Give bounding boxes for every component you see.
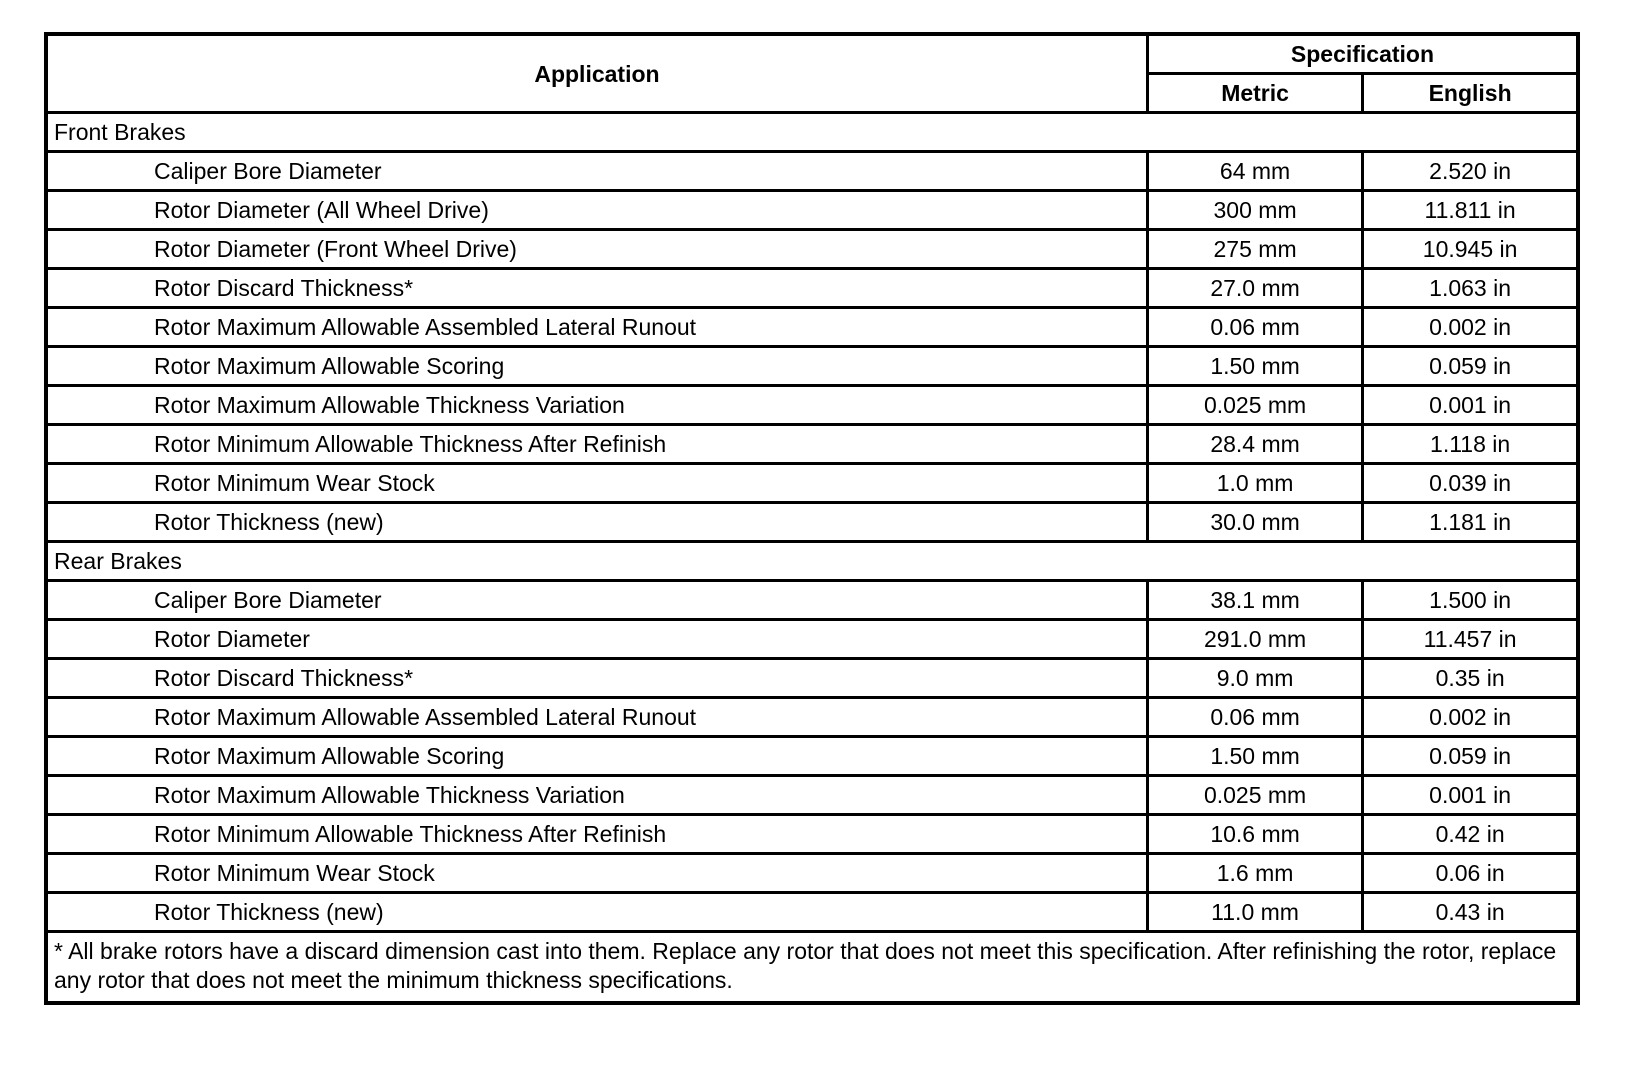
table-row <box>46 620 1578 659</box>
english-value-cell: 1.063 in <box>1363 269 1578 308</box>
english-value-cell: 11.457 in <box>1363 620 1578 659</box>
metric-value-cell: 0.025 mm <box>1147 776 1362 815</box>
application-cell: Rotor Minimum Allowable Thickness After Refinish <box>46 815 1147 854</box>
english-value-cell: 1.118 in <box>1363 425 1578 464</box>
application-cell: Rotor Maximum Allowable Assembled Lateral Runout <box>46 308 1147 347</box>
english-value-cell: 0.42 in <box>1363 815 1578 854</box>
application-cell: Rotor Minimum Wear Stock <box>46 854 1147 893</box>
group-heading: Rear Brakes <box>46 542 1578 581</box>
table-body <box>46 113 1578 932</box>
table-row <box>46 581 1578 620</box>
metric-value-cell: 1.50 mm <box>1147 347 1362 386</box>
metric-value-cell: 64 mm <box>1147 152 1362 191</box>
table-row <box>46 269 1578 308</box>
application-cell: Rotor Discard Thickness* <box>46 269 1147 308</box>
english-value-cell: 2.520 in <box>1363 152 1578 191</box>
metric-value-cell: 1.50 mm <box>1147 737 1362 776</box>
metric-value-cell: 11.0 mm <box>1147 893 1362 932</box>
table-row <box>46 230 1578 269</box>
table-row <box>46 893 1578 932</box>
table-row <box>46 854 1578 893</box>
brake-specification-table <box>44 32 1580 1005</box>
metric-value-cell: 0.06 mm <box>1147 308 1362 347</box>
english-value-cell: 10.945 in <box>1363 230 1578 269</box>
application-cell: Rotor Minimum Wear Stock <box>46 464 1147 503</box>
table-row <box>46 425 1578 464</box>
english-value-cell: 0.06 in <box>1363 854 1578 893</box>
application-cell: Rotor Diameter <box>46 620 1147 659</box>
table-row <box>46 698 1578 737</box>
metric-value-cell: 9.0 mm <box>1147 659 1362 698</box>
table-footer <box>46 932 1578 1004</box>
footnote-row <box>46 932 1578 1004</box>
specification-column-header: Specification <box>1147 34 1578 74</box>
table-row <box>46 464 1578 503</box>
english-value-cell: 0.001 in <box>1363 776 1578 815</box>
application-cell: Rotor Diameter (Front Wheel Drive) <box>46 230 1147 269</box>
table-row <box>46 308 1578 347</box>
group-row <box>46 113 1578 152</box>
english-value-cell: 0.35 in <box>1363 659 1578 698</box>
table-row <box>46 737 1578 776</box>
header-row-top <box>46 34 1578 74</box>
english-value-cell: 1.500 in <box>1363 581 1578 620</box>
english-value-cell: 0.001 in <box>1363 386 1578 425</box>
metric-value-cell: 0.06 mm <box>1147 698 1362 737</box>
application-column-header: Application <box>46 34 1147 113</box>
metric-column-header: Metric <box>1147 74 1362 113</box>
metric-value-cell: 30.0 mm <box>1147 503 1362 542</box>
application-cell: Rotor Maximum Allowable Thickness Variation <box>46 776 1147 815</box>
metric-value-cell: 38.1 mm <box>1147 581 1362 620</box>
metric-value-cell: 291.0 mm <box>1147 620 1362 659</box>
table-row <box>46 386 1578 425</box>
application-cell: Rotor Minimum Allowable Thickness After Refinish <box>46 425 1147 464</box>
table-row <box>46 152 1578 191</box>
metric-value-cell: 1.6 mm <box>1147 854 1362 893</box>
table-row <box>46 503 1578 542</box>
table-row <box>46 815 1578 854</box>
footnote-text: * All brake rotors have a discard dimension cast into them. Replace any rotor that does not meet this specification. After refinishing the rotor, replace any rotor that does not meet the minimum thickness specifications. <box>46 932 1578 1004</box>
application-cell: Rotor Diameter (All Wheel Drive) <box>46 191 1147 230</box>
application-cell: Caliper Bore Diameter <box>46 581 1147 620</box>
metric-value-cell: 27.0 mm <box>1147 269 1362 308</box>
metric-value-cell: 28.4 mm <box>1147 425 1362 464</box>
application-cell: Rotor Maximum Allowable Thickness Variation <box>46 386 1147 425</box>
english-value-cell: 11.811 in <box>1363 191 1578 230</box>
application-cell: Rotor Discard Thickness* <box>46 659 1147 698</box>
english-value-cell: 0.059 in <box>1363 347 1578 386</box>
english-value-cell: 0.059 in <box>1363 737 1578 776</box>
english-value-cell: 0.002 in <box>1363 308 1578 347</box>
table-row <box>46 347 1578 386</box>
english-value-cell: 0.039 in <box>1363 464 1578 503</box>
metric-value-cell: 0.025 mm <box>1147 386 1362 425</box>
application-cell: Rotor Maximum Allowable Scoring <box>46 737 1147 776</box>
table-row <box>46 659 1578 698</box>
english-value-cell: 0.43 in <box>1363 893 1578 932</box>
table-row <box>46 191 1578 230</box>
group-heading: Front Brakes <box>46 113 1578 152</box>
english-value-cell: 0.002 in <box>1363 698 1578 737</box>
metric-value-cell: 1.0 mm <box>1147 464 1362 503</box>
application-cell: Rotor Thickness (new) <box>46 503 1147 542</box>
group-row <box>46 542 1578 581</box>
english-column-header: English <box>1363 74 1578 113</box>
application-cell: Rotor Maximum Allowable Assembled Lateral Runout <box>46 698 1147 737</box>
application-cell: Caliper Bore Diameter <box>46 152 1147 191</box>
metric-value-cell: 275 mm <box>1147 230 1362 269</box>
metric-value-cell: 300 mm <box>1147 191 1362 230</box>
metric-value-cell: 10.6 mm <box>1147 815 1362 854</box>
english-value-cell: 1.181 in <box>1363 503 1578 542</box>
table-header <box>46 34 1578 113</box>
application-cell: Rotor Thickness (new) <box>46 893 1147 932</box>
table-row <box>46 776 1578 815</box>
application-cell: Rotor Maximum Allowable Scoring <box>46 347 1147 386</box>
